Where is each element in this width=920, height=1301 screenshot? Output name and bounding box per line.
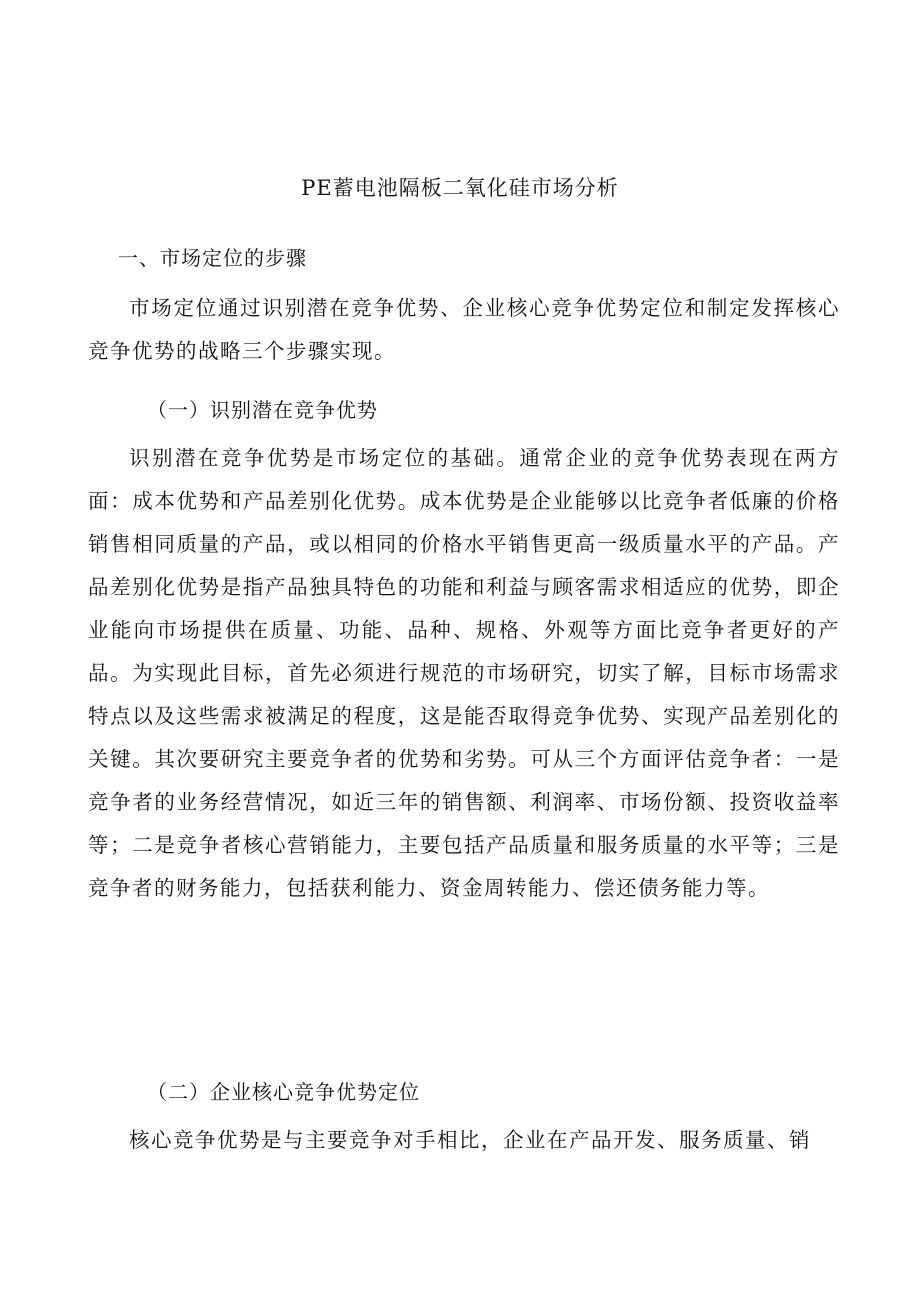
subsection-heading-core-advantage-positioning: （二）企业核心竞争优势定位 bbox=[147, 1080, 420, 1104]
section-heading-market-positioning-steps: 一、市场定位的步骤 bbox=[118, 246, 307, 270]
subsection-body-identify-advantages: 识别潜在竞争优势是市场定位的基础。通常企业的竞争优势表现在两方面：成本优势和产品差别化优势。成本优势是企业能够以比竞争者低廉的价格销售相同质量的产品，或以相同的价格水平销售更高一级质量水平的产品。产品差别化优势是指产品独具特色的功能和利益与顾客需求相适应的优势，即企业能向市场提供在质量、功能、品种、规格、外观等方面比竞争者更好的产品。为实现此目标，首先必须进行规范的市场研究，切实了解，目标市场需求特点以及这些需求被满足的程度，这是能否取得竞争优势、实现产品差别化的关键。其次要研究主要竞争者的优势和劣势。可从三个方面评估竞争者：一是竞争者的业务经营情况，如近三年的销售额、利润率、市场份额、投资收益率等；二是竞争者核心营销能力，主要包括产品质量和服务质量的水平等；三是竞争者的财务能力，包括获利能力、资金周转能力、偿还债务能力等。 bbox=[88, 446, 840, 900]
document-title: PE蓄电池隔板二氧化硅市场分析 bbox=[301, 176, 619, 200]
subsection-body-core-advantage-positioning: 核心竞争优势是与主要竞争对手相比，企业在产品开发、服务质量、销 bbox=[129, 1128, 811, 1152]
subsection-heading-identify-advantages: （一）识别潜在竞争优势 bbox=[147, 398, 378, 422]
section-intro-paragraph: 市场定位通过识别潜在竞争优势、企业核心竞争优势定位和制定发挥核心竞争优势的战略三个步骤实现。 bbox=[88, 296, 840, 363]
